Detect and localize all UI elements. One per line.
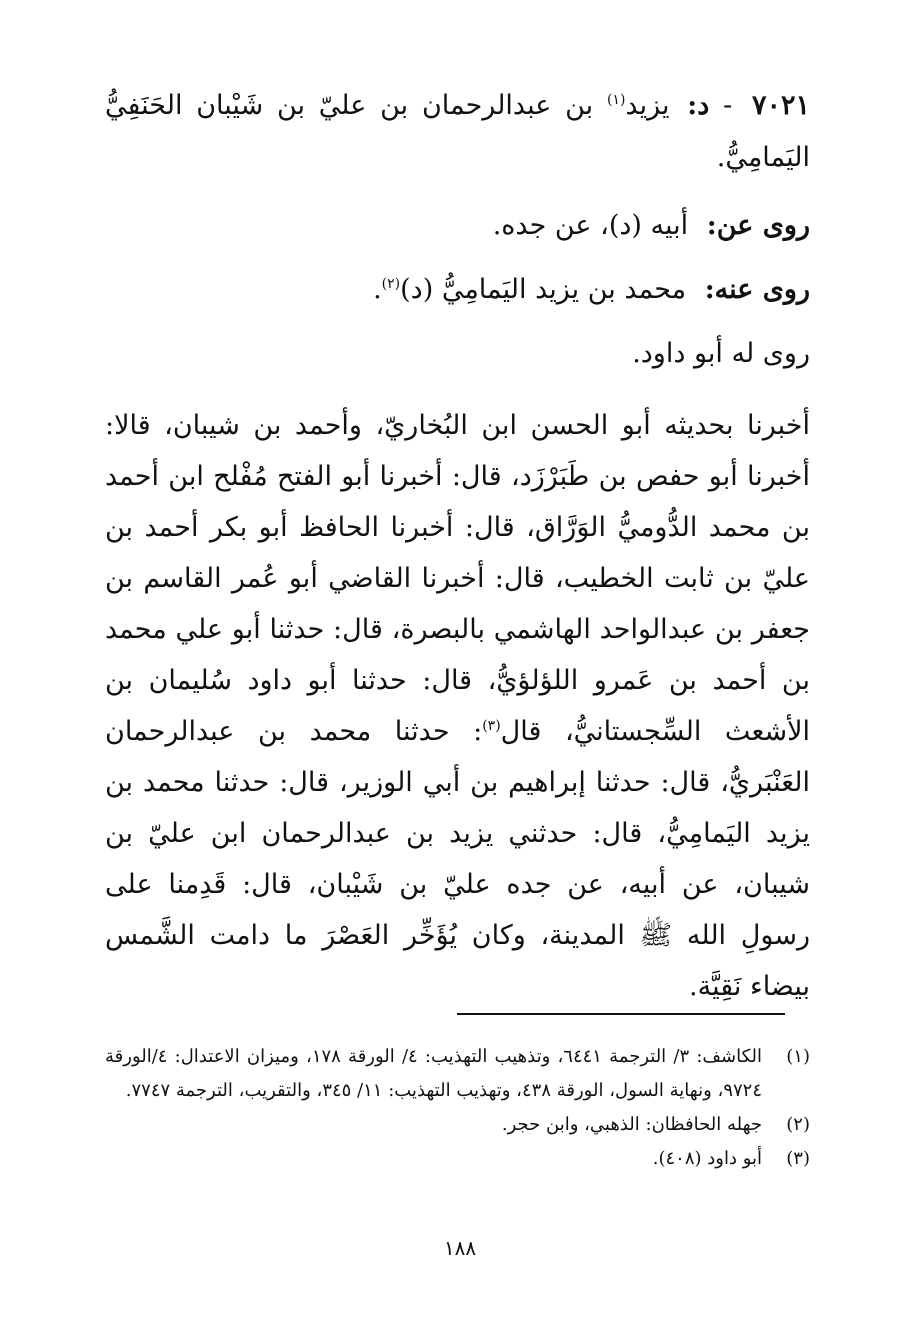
narrated-from-line	[105, 194, 810, 258]
entry-header	[105, 80, 810, 184]
reported-by-text: روى له أبو داود.	[632, 338, 810, 369]
footnote-divider	[457, 1013, 785, 1015]
narrated-from-label: روى عن:	[706, 210, 810, 241]
footnote-ref-1: (١)	[606, 92, 626, 108]
narrated-by-label: روى عنه:	[704, 274, 810, 305]
entry-symbol: د:	[687, 90, 710, 121]
narrated-by-text: محمد بن يزيد اليَمامِيُّ (د)	[400, 274, 687, 305]
entry-number: ٧٠٢١	[751, 90, 810, 121]
narrated-by-line	[105, 258, 810, 322]
footnote-3	[105, 1142, 810, 1176]
entry-name-part1: يزيد	[625, 90, 670, 121]
narrated-by-tail: .	[373, 274, 382, 305]
entry-dash: -	[723, 90, 733, 121]
isnad-paragraph	[105, 400, 810, 1012]
footnote-number: (٢)	[786, 1114, 810, 1135]
isnad-part1: أخبرنا بحديثه أبو الحسن ابن البُخاريّ، وأحمد بن شيبان، قالا: أخبرنا أبو حفص بن طَبَرْزَد، قال: أخبرنا أبو الفتح مُفْلح ابن أحمد بن محمد الدُّوميُّ الوَرَّاق، قال: أخبرنا الحافظ أبو بكر أحمد بن عليّ بن ثابت الخطيب، قال: أخبرنا القاضي أبو عُمر القاسم بن جعفر بن عبدالواحد الهاشمي بالبصرة، قال: حدثنا أبو علي محمد بن أحمد بن عَمرو اللؤلؤيُّ، قال: حدثنا أبو داود سُليمان بن الأشعث السِّجستانيُّ، قال	[105, 410, 810, 747]
footnote-text: أبو داود (٤٠٨).	[652, 1148, 762, 1169]
page-number: ١٨٨	[443, 1236, 477, 1260]
footnote-text: الكاشف: ٣/ الترجمة ٦٤٤١، وتذهيب التهذيب: ٤/ الورقة ١٧٨، وميزان الاعتدال: ٤/الورقة ٩٧٢٤، ونهاية السول، الورقة ٤٣٨، وتهذيب التهذيب: ١١/ ٣٤٥، والتقريب، الترجمة ٧٧٤٧.	[105, 1046, 763, 1101]
footnotes	[105, 1040, 810, 1176]
narrated-from-text: أبيه (د)، عن جده.	[492, 210, 689, 241]
footnote-number: (١)	[786, 1046, 810, 1067]
isnad-part2: : حدثنا محمد بن عبدالرحمان العَنْبَريُّ، قال: حدثنا إبراهيم بن أبي الوزير، قال: حدثنا محمد بن يزيد اليَمامِيُّ، قال: حدثني يزيد بن عبدالرحمان ابن عليّ بن شيبان، عن أبيه، عن جده عليّ بن شَيْبان، قال: قَدِمنا على رسولِ الله ﷺ المدينة، وكان يُؤَخِّر العَصْرَ ما دامت الشَّمس بيضاء نَقِيَّة.	[105, 716, 810, 1002]
footnote-ref-3: (٣)	[482, 718, 501, 734]
footnote-1	[105, 1040, 810, 1108]
footnote-ref-2: (٢)	[381, 276, 401, 292]
footnote-number: (٣)	[786, 1148, 810, 1169]
footnote-2	[105, 1108, 810, 1142]
main-text	[105, 80, 810, 1012]
reported-by-line	[105, 322, 810, 386]
entry-name-part2: بن عبدالرحمان بن عليّ بن شَيْبان الحَنَفِيُّ اليَمامِيُّ.	[105, 90, 810, 173]
footnote-text: جهله الحافظان: الذهبي، وابن حجر.	[501, 1114, 762, 1135]
